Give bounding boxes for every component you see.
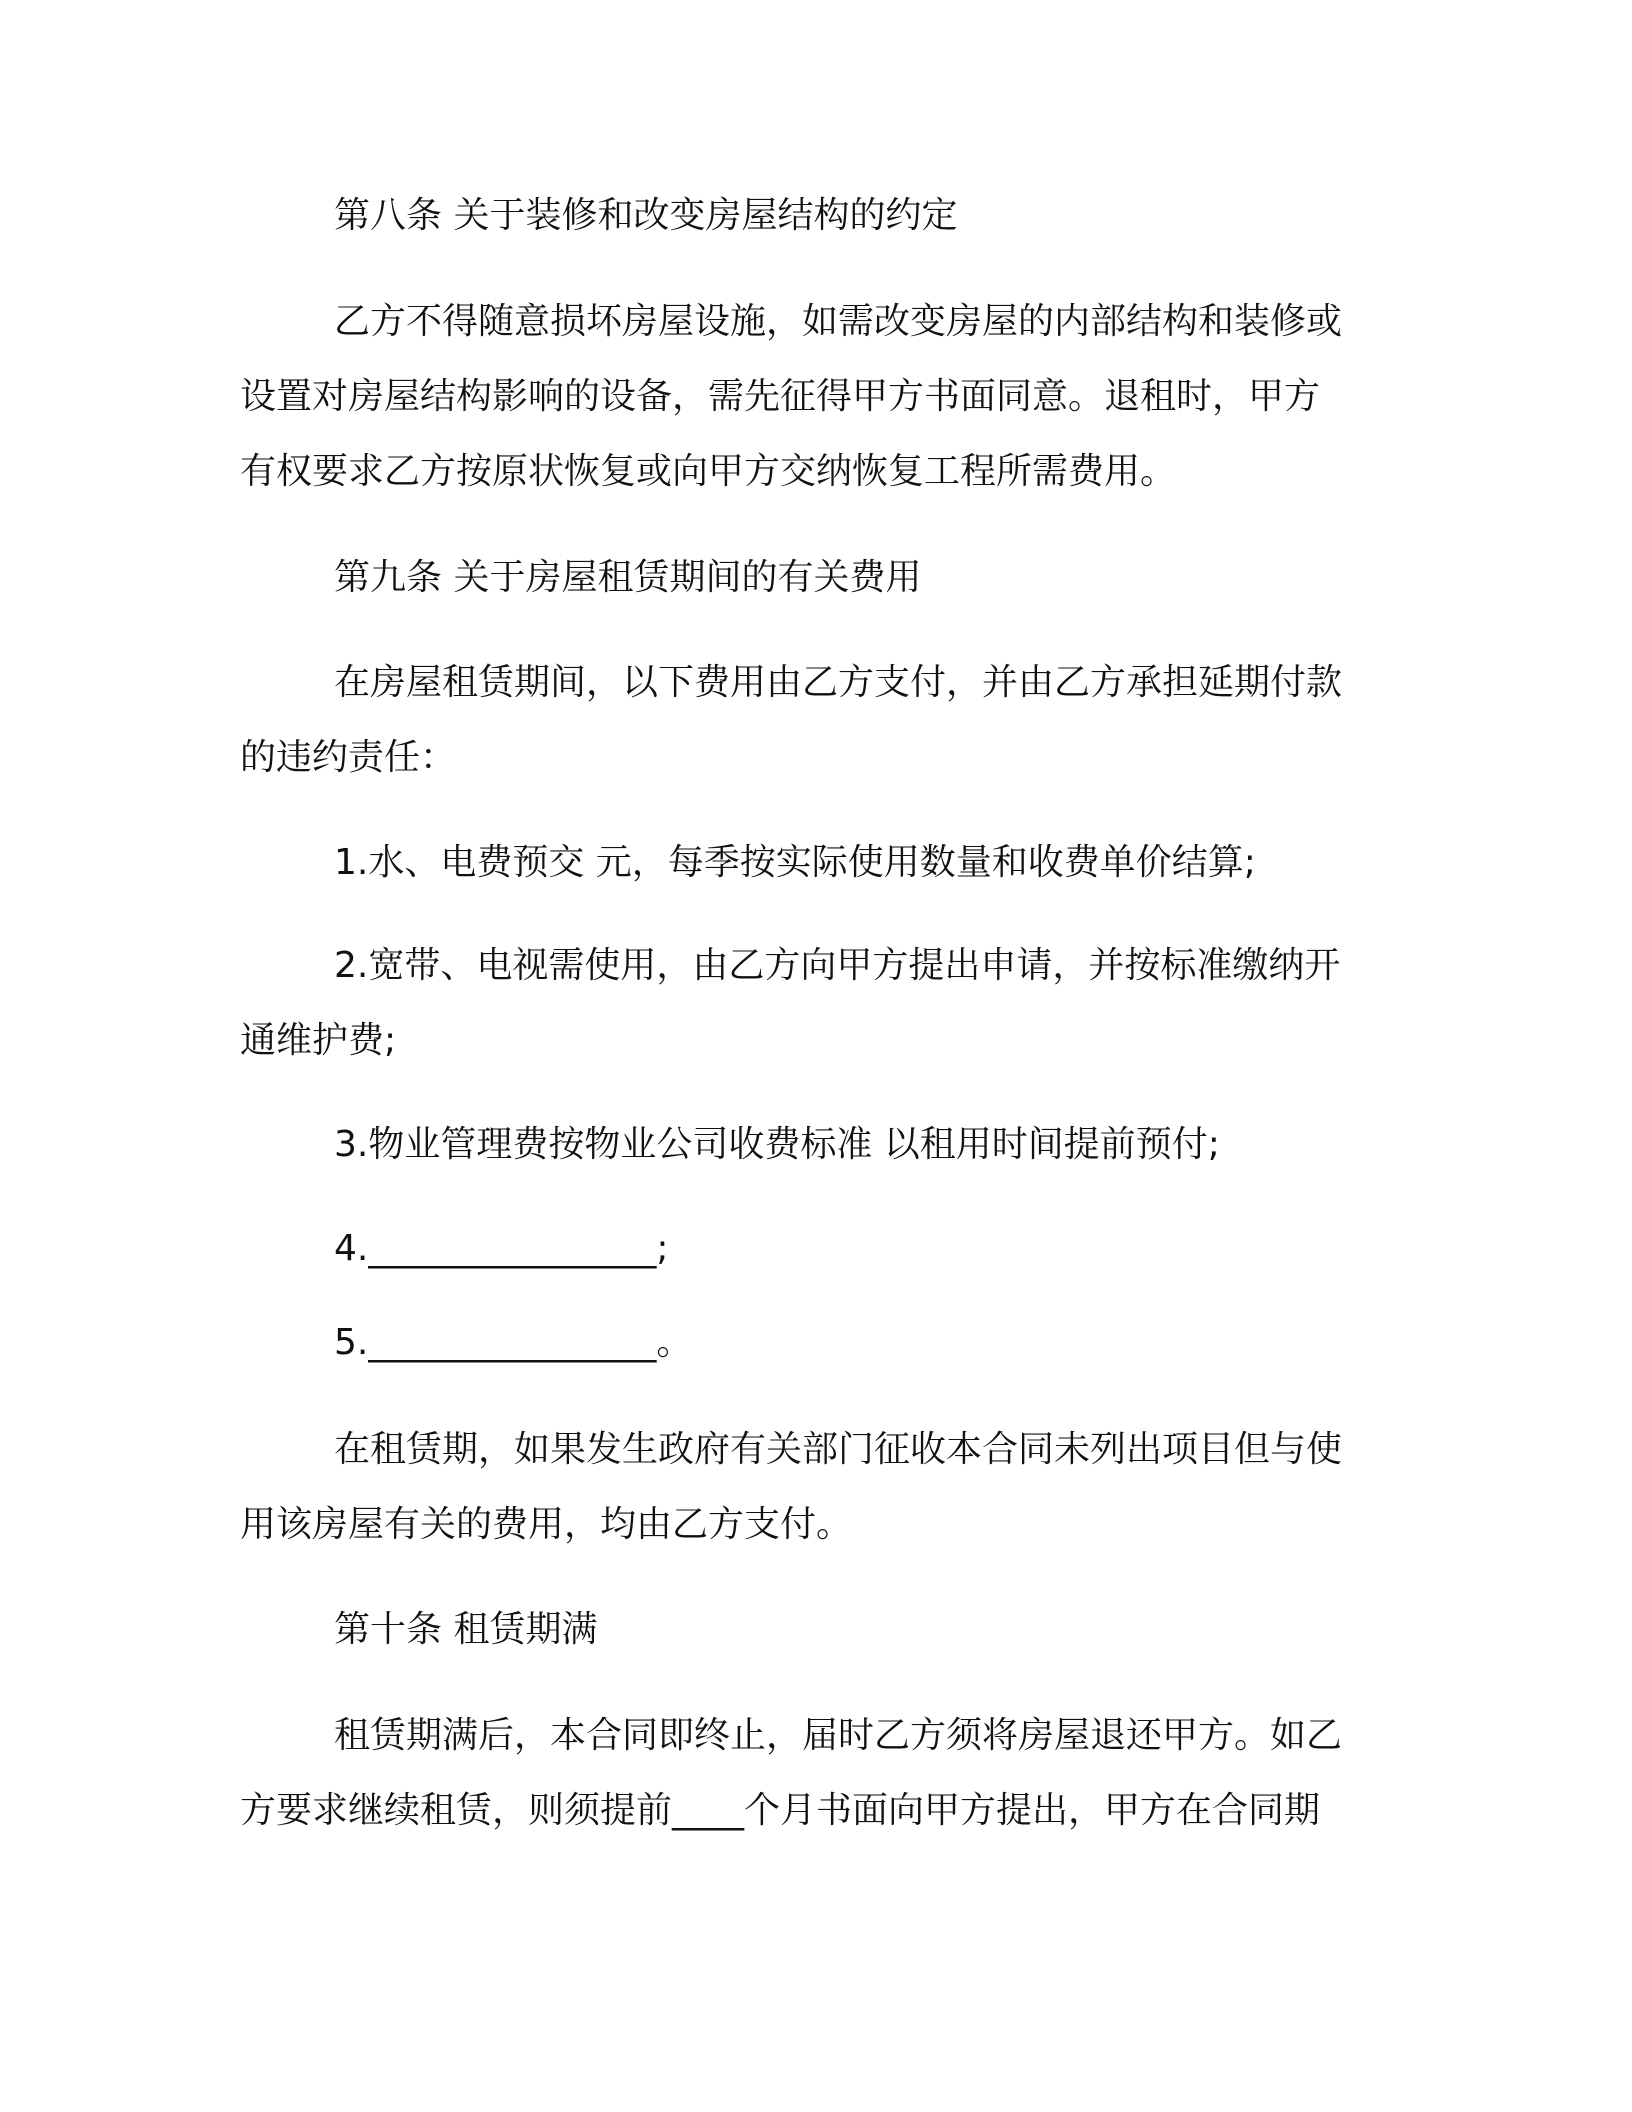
- article-10-line-1: 租赁期满后，本合同即终止，届时乙方须将房屋退还甲方。如乙: [334, 1715, 1343, 1756]
- article-9-item-4: 4.________________;: [334, 1228, 669, 1269]
- article-9-item-5: 5.________________。: [334, 1322, 693, 1363]
- article-9-note-line-2: 用该房屋有关的费用，均由乙方支付。: [240, 1504, 853, 1545]
- article-8-line-2: 设置对房屋结构影响的设备，需先征得甲方书面同意。退租时，甲方: [240, 376, 1321, 417]
- article-9-heading: 第九条 关于房屋租赁期间的有关费用: [334, 557, 922, 598]
- article-10-line-2: 方要求继续租赁，则须提前____个月书面向甲方提出，甲方在合同期: [240, 1790, 1321, 1831]
- article-9-note-line-1: 在租赁期，如果发生政府有关部门征收本合同未列出项目但与使: [334, 1429, 1343, 1470]
- article-9-item-1: 1.水、电费预交 元，每季按实际使用数量和收费单价结算;: [334, 842, 1256, 883]
- article-8-line-3: 有权要求乙方按原状恢复或向甲方交纳恢复工程所需费用。: [240, 451, 1177, 492]
- article-9-item-2-continued: 通维护费;: [240, 1020, 397, 1061]
- article-9-intro-line-2: 的违约责任：: [240, 737, 457, 778]
- article-8-heading: 第八条 关于装修和改变房屋结构的约定: [334, 195, 958, 236]
- article-9-item-3: 3.物业管理费按物业公司收费标准 以租用时间提前预付;: [334, 1124, 1220, 1165]
- article-9-item-2: 2.宽带、电视需使用，由乙方向甲方提出申请，并按标准缴纳开: [334, 945, 1341, 986]
- article-10-heading: 第十条 租赁期满: [334, 1609, 598, 1650]
- article-8-line-1: 乙方不得随意损坏房屋设施，如需改变房屋的内部结构和装修或: [334, 301, 1343, 342]
- article-9-intro-line-1: 在房屋租赁期间，以下费用由乙方支付，并由乙方承担延期付款: [334, 662, 1343, 703]
